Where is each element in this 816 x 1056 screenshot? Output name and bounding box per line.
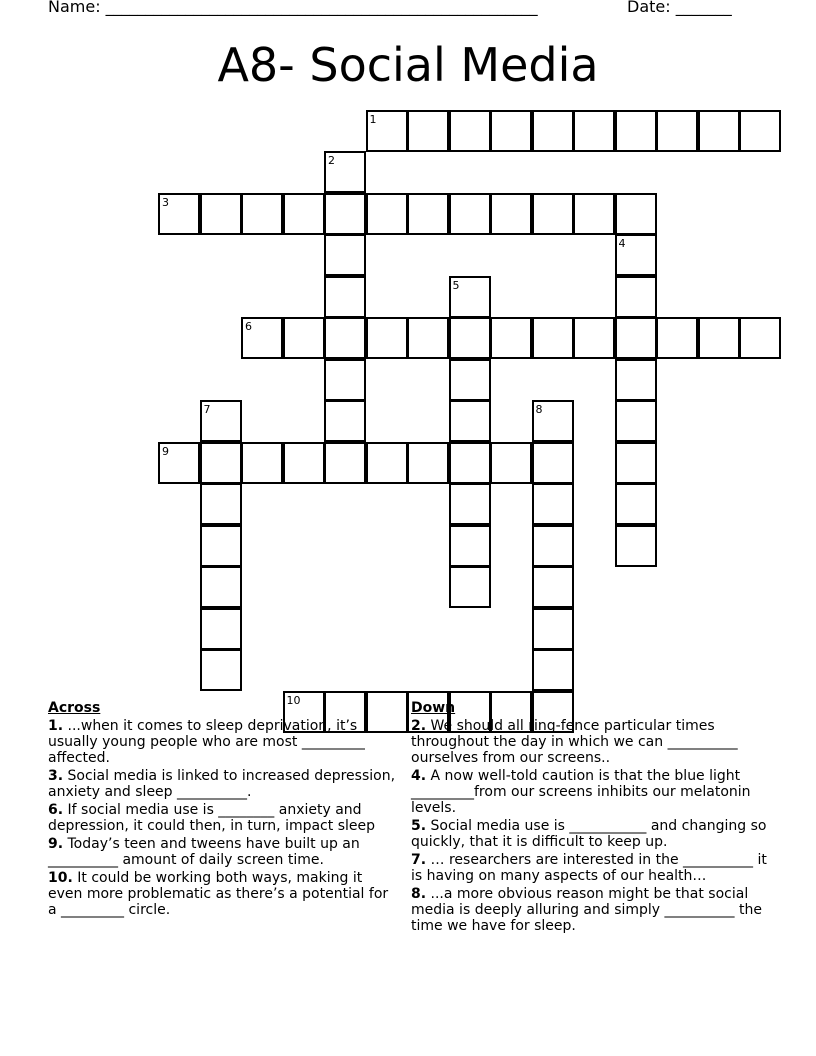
clue-number: 9. [48, 836, 64, 852]
grid-cell[interactable] [324, 442, 366, 484]
grid-cell[interactable] [407, 193, 449, 235]
grid-cell[interactable] [739, 317, 781, 359]
grid-cell[interactable] [532, 649, 574, 691]
grid-cell[interactable] [366, 193, 408, 235]
grid-cell[interactable] [490, 442, 532, 484]
clue-number: 3. [48, 768, 64, 784]
grid-cell[interactable] [449, 525, 491, 567]
clue-number: 2. [411, 718, 427, 734]
grid-cell[interactable] [366, 442, 408, 484]
grid-cell[interactable] [739, 110, 781, 152]
grid-cell[interactable] [573, 193, 615, 235]
across-heading: Across [48, 700, 101, 716]
grid-cell[interactable] [698, 110, 740, 152]
clue-text: Social media use is ___________ and changing so quickly, that it is difficult to keep up. [411, 818, 767, 850]
grid-cell[interactable] [366, 317, 408, 359]
grid-cell[interactable] [615, 193, 657, 235]
clue-text: We should all ring-fence particular times throughout the day in which we can __________ ourselves from our screens.. [411, 718, 738, 766]
clue-text: Social media is linked to increased depression, anxiety and sleep __________. [48, 768, 396, 800]
grid-cell[interactable] [200, 649, 242, 691]
grid-cell[interactable] [241, 193, 283, 235]
grid-cell[interactable] [324, 234, 366, 276]
across-clue-6 [48, 802, 400, 834]
grid-cell[interactable] [241, 442, 283, 484]
clue-number: 1. [48, 718, 64, 734]
grid-cell[interactable] [407, 317, 449, 359]
clue-number-label: 4 [618, 237, 626, 250]
grid-cell[interactable] [532, 483, 574, 525]
clue-number-label: 2 [328, 154, 335, 167]
across-clue-9 [48, 836, 400, 868]
clue-number-label: 6 [245, 320, 252, 333]
grid-cell[interactable] [656, 317, 698, 359]
grid-cell[interactable] [449, 110, 491, 152]
grid-cell[interactable] [200, 566, 242, 608]
grid-cell[interactable] [449, 566, 491, 608]
clue-number-label: 5 [452, 278, 460, 292]
grid-cell[interactable] [200, 483, 242, 525]
clue-number-label: 9 [162, 444, 169, 458]
grid-cell[interactable] [532, 442, 574, 484]
down-clue-5 [411, 818, 771, 850]
grid-cell[interactable] [532, 110, 574, 152]
grid-cell[interactable] [532, 608, 574, 650]
clue-number: 5. [411, 818, 427, 834]
down-heading: Down [411, 700, 456, 716]
clue-number: 8. [411, 886, 427, 902]
grid-cell[interactable] [449, 400, 491, 442]
grid-cell[interactable] [615, 359, 657, 401]
clue-number-label: 8 [535, 403, 543, 416]
grid-cell[interactable] [532, 193, 574, 235]
grid-cell[interactable] [615, 276, 657, 318]
clue-text: Today’s teen and tweens have built up an __________ amount of daily screen time. [48, 836, 360, 868]
clue-number-label: 10 [286, 693, 301, 707]
down-clue-2 [411, 718, 771, 766]
clue-text: ...when it comes to sleep deprivation, it’s usually young people who are most _________ affected. [48, 718, 365, 766]
grid-cell[interactable] [573, 110, 615, 152]
clue-text: A now well-told caution is that the blue light _________from our screens inhibits our melatonin levels. [411, 768, 751, 816]
grid-cell[interactable] [407, 110, 449, 152]
clue-text: If social media use is ________ anxiety and depression, it could then, in turn, impact sleep [48, 802, 375, 834]
grid-cell[interactable] [698, 317, 740, 359]
grid-cell[interactable] [449, 193, 491, 235]
down-clue-8 [411, 886, 771, 934]
clue-number-label: 1 [369, 112, 377, 126]
grid-cell[interactable] [532, 525, 574, 567]
grid-cell[interactable] [283, 442, 325, 484]
grid-cell[interactable] [324, 193, 366, 235]
clue-text: It could be working both ways, making it even more problematic as there’s a potential for a _________ circle. [48, 870, 389, 918]
grid-cell[interactable] [573, 317, 615, 359]
grid-cell[interactable] [449, 442, 491, 484]
grid-cell[interactable] [615, 483, 657, 525]
grid-cell[interactable] [615, 110, 657, 152]
down-clue-7 [411, 852, 771, 884]
grid-cell[interactable] [324, 400, 366, 442]
clue-number-label: 7 [203, 403, 211, 416]
grid-cell[interactable] [407, 442, 449, 484]
grid-cell[interactable] [490, 193, 532, 235]
grid-cell[interactable] [324, 317, 366, 359]
grid-cell[interactable] [615, 442, 657, 484]
grid-cell[interactable] [324, 276, 366, 318]
grid-cell[interactable] [449, 317, 491, 359]
grid-cell[interactable] [200, 525, 242, 567]
clue-text: … researchers are interested in the __________ it is having on many aspects of our health… [411, 852, 767, 884]
clue-number: 7. [411, 852, 427, 868]
name-field-label: Name: ______________________________________________________ [48, 0, 538, 16]
page-title: A8- Social Media [217, 38, 599, 92]
across-clue-3 [48, 768, 400, 800]
grid-cell[interactable] [283, 193, 325, 235]
clue-text: ...a more obvious reason might be that social media is deeply alluring and simply __________ the time we have for sleep. [411, 886, 762, 934]
date-field-label: Date: _______ [627, 0, 732, 16]
clue-number: 4. [411, 768, 427, 784]
grid-cell[interactable] [200, 608, 242, 650]
grid-cell[interactable] [615, 317, 657, 359]
grid-cell[interactable] [490, 110, 532, 152]
grid-cell[interactable] [656, 110, 698, 152]
down-clue-4 [411, 768, 771, 816]
grid-cell[interactable] [200, 193, 242, 235]
grid-cell[interactable] [324, 359, 366, 401]
grid-cell[interactable] [200, 442, 242, 484]
grid-cell[interactable] [532, 317, 574, 359]
clue-number-label: 3 [162, 195, 169, 209]
grid-cell[interactable] [449, 483, 491, 525]
across-clue-1 [48, 718, 400, 766]
grid-cell[interactable] [449, 359, 491, 401]
grid-cell[interactable] [490, 317, 532, 359]
down-clues [411, 700, 771, 936]
grid-cell[interactable] [283, 317, 325, 359]
grid-cell[interactable] [615, 525, 657, 567]
across-clues [48, 700, 400, 920]
grid-cell[interactable] [615, 400, 657, 442]
clue-number: 6. [48, 802, 64, 818]
grid-cell[interactable] [532, 566, 574, 608]
across-clue-10 [48, 870, 400, 918]
clue-number: 10. [48, 870, 73, 886]
